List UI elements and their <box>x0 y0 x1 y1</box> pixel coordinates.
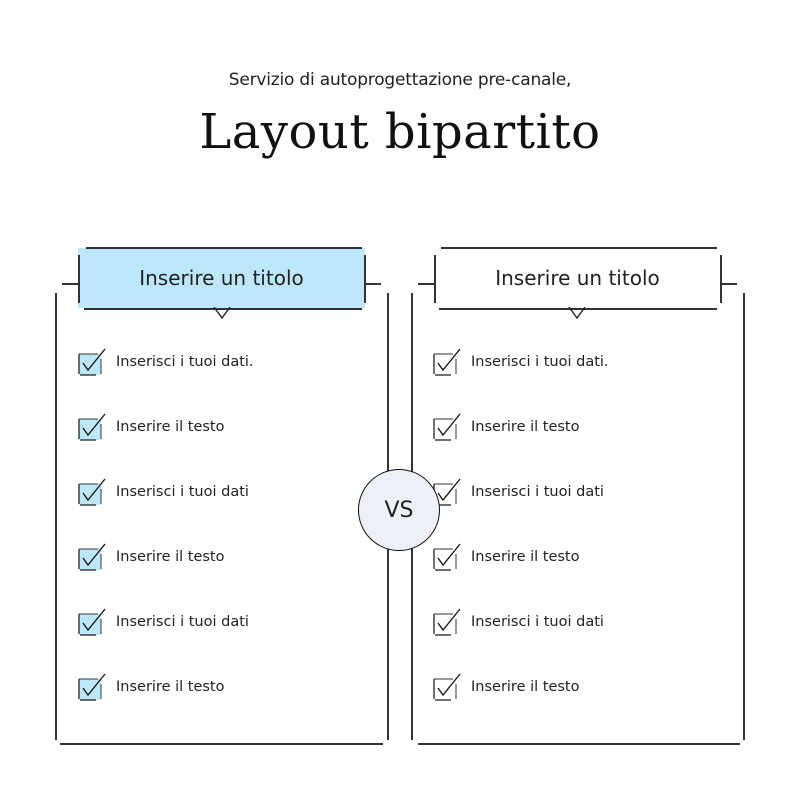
item-label: Inserisci i tuoi dati <box>471 484 604 500</box>
item-label: Inserire il testo <box>471 679 580 695</box>
vs-badge <box>358 469 440 551</box>
list-item[interactable] <box>78 671 225 703</box>
left-tag-top-line <box>86 247 362 249</box>
checkbox-checked-icon[interactable] <box>78 413 106 441</box>
right-tag-left-edge <box>434 255 436 303</box>
right-card-right-border <box>743 293 745 740</box>
item-label: Inserire il testo <box>116 419 225 435</box>
checkbox-checked-icon[interactable] <box>78 673 106 701</box>
list-item[interactable] <box>433 411 580 443</box>
left-panel-title: Inserire un titolo <box>139 266 304 290</box>
left-tag-left-edge <box>78 255 80 303</box>
right-panel-title-box <box>434 248 721 308</box>
item-label: Inserisci i tuoi dati <box>116 484 249 500</box>
item-label: Inserisci i tuoi dati. <box>116 354 254 370</box>
item-label: Inserire il testo <box>471 419 580 435</box>
checkbox-checked-icon[interactable] <box>78 478 106 506</box>
list-item[interactable] <box>433 346 609 378</box>
list-item[interactable] <box>78 606 249 638</box>
checkbox-checked-icon[interactable] <box>78 543 106 571</box>
checkbox-checked-icon[interactable] <box>433 543 461 571</box>
page-subtitle: Servizio di autoprogettazione pre-canale, <box>228 70 572 90</box>
list-item[interactable] <box>433 671 580 703</box>
list-item[interactable] <box>78 476 249 508</box>
list-item[interactable] <box>433 606 604 638</box>
checkbox-checked-icon[interactable] <box>78 608 106 636</box>
right-tag-top-line <box>441 247 717 249</box>
left-tag-right-connector <box>365 283 381 285</box>
left-tag-pointer-icon <box>213 307 231 319</box>
left-card-left-border <box>55 293 57 740</box>
vs-label: VS <box>384 497 414 523</box>
item-label: Inserisci i tuoi dati. <box>471 354 609 370</box>
item-label: Inserire il testo <box>471 549 580 565</box>
left-tag-left-connector <box>62 283 79 285</box>
right-tag-right-edge <box>720 255 722 303</box>
right-tag-left-connector <box>418 283 435 285</box>
right-tag-pointer-icon <box>568 307 586 319</box>
right-tag-right-connector <box>721 283 737 285</box>
list-item[interactable] <box>433 476 604 508</box>
left-card-bottom-border <box>60 743 383 745</box>
list-item[interactable] <box>78 411 225 443</box>
left-panel-title-box <box>78 248 365 308</box>
item-label: Inserisci i tuoi dati <box>116 614 249 630</box>
checkbox-checked-icon[interactable] <box>433 673 461 701</box>
item-label: Inserire il testo <box>116 549 225 565</box>
list-item[interactable] <box>78 346 254 378</box>
page-title: Layout bipartito <box>199 104 601 160</box>
list-item[interactable] <box>78 541 225 573</box>
checkbox-checked-icon[interactable] <box>433 608 461 636</box>
list-item[interactable] <box>433 541 580 573</box>
checkbox-checked-icon[interactable] <box>433 413 461 441</box>
item-label: Inserire il testo <box>116 679 225 695</box>
right-panel-title: Inserire un titolo <box>495 266 660 290</box>
right-card-bottom-border <box>418 743 740 745</box>
checkbox-checked-icon[interactable] <box>433 348 461 376</box>
left-tag-right-edge <box>364 255 366 303</box>
item-label: Inserisci i tuoi dati <box>471 614 604 630</box>
checkbox-checked-icon[interactable] <box>78 348 106 376</box>
